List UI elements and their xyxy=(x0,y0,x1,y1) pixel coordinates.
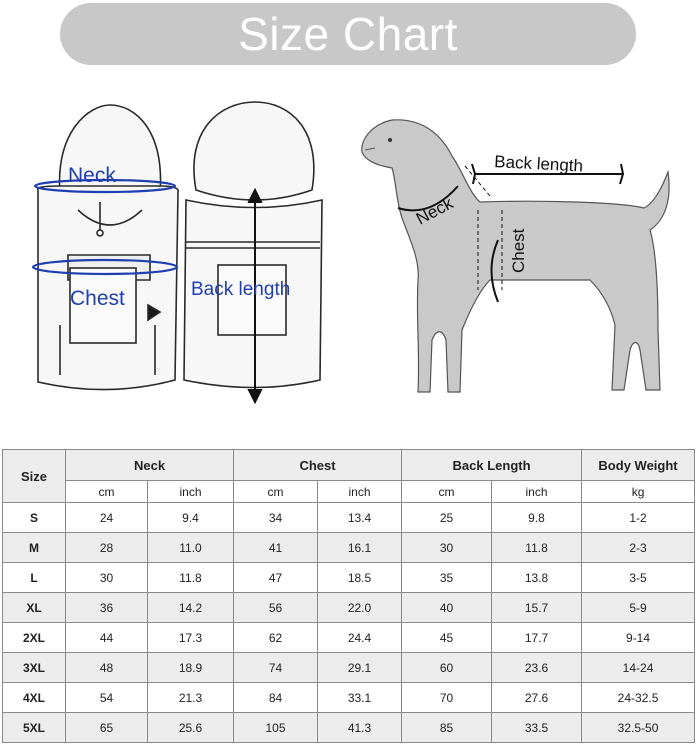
table-cell: 25 xyxy=(402,503,492,533)
table-cell: 15.7 xyxy=(492,593,582,623)
table-cell: 9-14 xyxy=(582,623,695,653)
unit-header: kg xyxy=(582,481,695,503)
table-cell: 13.4 xyxy=(318,503,402,533)
table-row xyxy=(3,563,695,593)
table-unit-header-row xyxy=(3,481,695,503)
table-cell: 44 xyxy=(66,623,148,653)
dog-back-length-label: Back length xyxy=(493,152,584,176)
table-cell: 32.5-50 xyxy=(582,713,695,743)
table-cell: 11.8 xyxy=(492,533,582,563)
coat-back-length-label: Back length xyxy=(191,279,291,300)
size-column-header: Size xyxy=(3,450,66,503)
coat-chest-label: Chest xyxy=(70,287,125,310)
table-cell: 36 xyxy=(66,593,148,623)
table-row xyxy=(3,713,695,743)
table-cell: 1-2 xyxy=(582,503,695,533)
unit-header: inch xyxy=(318,481,402,503)
table-cell: 65 xyxy=(66,713,148,743)
table-cell: 56 xyxy=(234,593,318,623)
table-cell: 25.6 xyxy=(148,713,234,743)
table-cell: 41.3 xyxy=(318,713,402,743)
table-cell: 5-9 xyxy=(582,593,695,623)
dog-neck-label: Neck xyxy=(412,193,457,229)
table-cell: 21.3 xyxy=(148,683,234,713)
table-cell: 35 xyxy=(402,563,492,593)
table-cell: 54 xyxy=(66,683,148,713)
table-cell: 60 xyxy=(402,653,492,683)
size-cell: 4XL xyxy=(3,683,66,713)
table-cell: 22.0 xyxy=(318,593,402,623)
table-cell: 33.5 xyxy=(492,713,582,743)
table-cell: 30 xyxy=(66,563,148,593)
table-cell: 11.0 xyxy=(148,533,234,563)
table-cell: 27.6 xyxy=(492,683,582,713)
dog-chest-label: Chest xyxy=(509,228,528,273)
table-cell: 47 xyxy=(234,563,318,593)
table-cell: 2-3 xyxy=(582,533,695,563)
coat-front-illustration xyxy=(38,105,179,390)
chest-group-header: Chest xyxy=(234,450,402,481)
table-cell: 14.2 xyxy=(148,593,234,623)
table-cell: 40 xyxy=(402,593,492,623)
table-cell: 11.8 xyxy=(148,563,234,593)
unit-header: cm xyxy=(234,481,318,503)
table-row xyxy=(3,623,695,653)
table-cell: 70 xyxy=(402,683,492,713)
illustration-panel xyxy=(0,90,698,420)
size-cell: 5XL xyxy=(3,713,66,743)
neck-group-header: Neck xyxy=(66,450,234,481)
table-cell: 41 xyxy=(234,533,318,563)
table-cell: 85 xyxy=(402,713,492,743)
size-cell: L xyxy=(3,563,66,593)
coat-neck-label: Neck xyxy=(68,164,116,187)
table-cell: 62 xyxy=(234,623,318,653)
back-length-group-header: Back Length xyxy=(402,450,582,481)
table-cell: 45 xyxy=(402,623,492,653)
table-cell: 33.1 xyxy=(318,683,402,713)
unit-header: inch xyxy=(148,481,234,503)
table-cell: 48 xyxy=(66,653,148,683)
table-cell: 23.6 xyxy=(492,653,582,683)
table-cell: 74 xyxy=(234,653,318,683)
table-cell: 18.5 xyxy=(318,563,402,593)
table-cell: 29.1 xyxy=(318,653,402,683)
table-cell: 24-32.5 xyxy=(582,683,695,713)
page-title: Size Chart xyxy=(60,3,636,65)
table-row xyxy=(3,653,695,683)
table-cell: 17.3 xyxy=(148,623,234,653)
size-cell: 3XL xyxy=(3,653,66,683)
table-cell: 34 xyxy=(234,503,318,533)
table-cell: 18.9 xyxy=(148,653,234,683)
table-cell: 24.4 xyxy=(318,623,402,653)
table-row xyxy=(3,593,695,623)
table-row xyxy=(3,683,695,713)
table-cell: 24 xyxy=(66,503,148,533)
size-cell: 2XL xyxy=(3,623,66,653)
table-cell: 30 xyxy=(402,533,492,563)
size-cell: M xyxy=(3,533,66,563)
unit-header: cm xyxy=(402,481,492,503)
table-cell: 9.4 xyxy=(148,503,234,533)
table-cell: 28 xyxy=(66,533,148,563)
table-cell: 9.8 xyxy=(492,503,582,533)
table-cell: 17.7 xyxy=(492,623,582,653)
size-chart-table xyxy=(2,449,695,743)
size-cell: XL xyxy=(3,593,66,623)
table-cell: 13.8 xyxy=(492,563,582,593)
unit-header: cm xyxy=(66,481,148,503)
table-cell: 105 xyxy=(234,713,318,743)
table-group-header-row xyxy=(3,450,695,481)
unit-header: inch xyxy=(492,481,582,503)
table-cell: 3-5 xyxy=(582,563,695,593)
table-cell: 16.1 xyxy=(318,533,402,563)
table-cell: 14-24 xyxy=(582,653,695,683)
size-cell: S xyxy=(3,503,66,533)
table-row xyxy=(3,533,695,563)
coat-and-dog-diagram xyxy=(0,90,698,420)
table-cell: 84 xyxy=(234,683,318,713)
body-weight-group-header: Body Weight xyxy=(582,450,695,481)
table-row xyxy=(3,503,695,533)
